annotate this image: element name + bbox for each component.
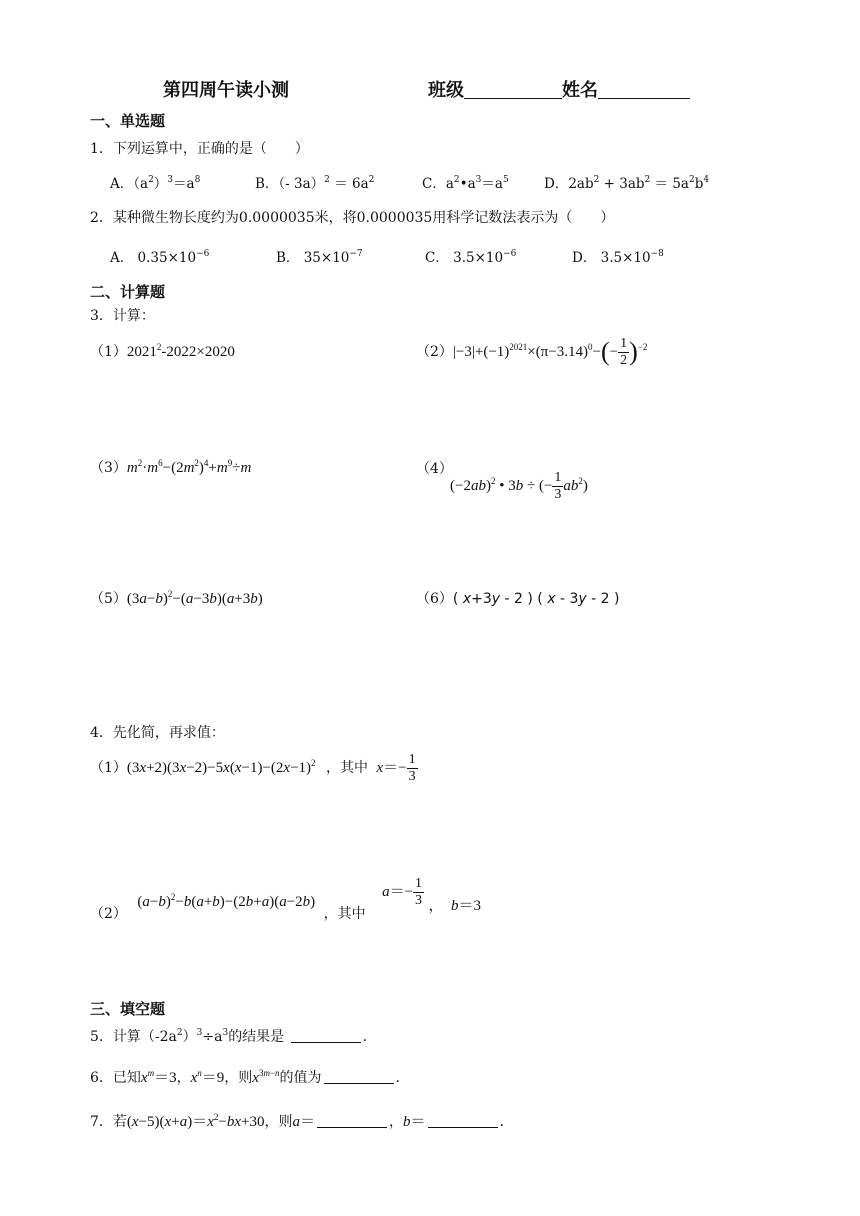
question-2-stem: 2．某种微生物长度约为0.0000035米，将0.0000035用科学记数法表示为（ ） <box>90 210 615 226</box>
q4-part-1: $(1)(3x+2)(3x-2)-5x(x-1)-(2x-1)^2$ ，其中 x＝− $\frac{1}{3}$ <box>90 752 416 784</box>
q1-option-a[interactable]: A．$(a^2)^3=a^8$ <box>110 175 201 192</box>
q3-p6-label: （6） <box>416 591 453 607</box>
class-blank[interactable] <box>464 82 562 99</box>
q2-option-c[interactable]: C． $3.5\times 10^{-6}$ <box>425 249 517 266</box>
q1-option-b[interactable]: B．（- $3a)^2 = 6a^2$ <box>255 175 375 192</box>
question-4-stem: 4．先化简，再求值： <box>90 725 225 741</box>
q4-p1-where: ，其中 <box>326 759 368 776</box>
section-heading-3: 三、填空题 <box>90 1000 166 1018</box>
q2-c-label: C． <box>425 250 449 266</box>
q6-prefix: 6．已知 <box>90 1070 141 1086</box>
section-heading-1: 一、单选题 <box>90 112 166 130</box>
q6-mid: ， <box>176 1070 191 1086</box>
q1-option-d[interactable]: D．$2ab^2 + 3ab^2 = 5a^2b^4$ <box>544 175 710 192</box>
question-7: 7．若$(x-5)(x+a)=x^2-bx+30$，则a＝ ，b＝ . <box>90 1112 504 1130</box>
q7-comma: ， <box>388 1114 403 1130</box>
q3-part-5: $(5)(3a-b)^2-(a-3b)(a+3b)$ <box>90 589 263 607</box>
q4-p2-where: ，其中 <box>323 905 366 922</box>
q1-b-label: B． <box>255 176 279 192</box>
q6-then: ，则 <box>224 1070 253 1086</box>
q7-a-blank[interactable] <box>317 1113 387 1128</box>
page-title: 第四周午读小测 <box>163 80 289 101</box>
name-blank[interactable] <box>598 82 690 99</box>
q4-p2-label: （2） <box>90 905 127 922</box>
q4-part-2: （2） $(a-b)^2-b(a+b)-(2b+a)(a-2b)$ ，其中 a＝− $\frac{1}{3}$ ， b＝3 <box>90 876 482 922</box>
q5-suffix: 的结果是 <box>228 1029 285 1045</box>
q6-answer-blank[interactable] <box>324 1069 394 1084</box>
q7-prefix: 7．若 <box>90 1114 127 1130</box>
section-heading-2: 二、计算题 <box>90 283 166 301</box>
q5-prefix: 5．计算（-2a <box>90 1029 177 1045</box>
q2-option-d[interactable]: D． $3.5\times 10^{-8}$ <box>572 249 664 266</box>
q2-option-b[interactable]: B． $35\times 10^{-7}$ <box>276 249 363 266</box>
q3-part-4-label: （4） <box>416 461 453 477</box>
q3-p3-label: （3） <box>90 460 127 476</box>
class-label: 班级 <box>428 80 464 101</box>
question-1-stem: 1．下列运算中，正确的是（ ） <box>90 141 309 157</box>
q3-p5-label: （5） <box>90 591 127 607</box>
q5-answer-blank[interactable] <box>291 1028 361 1043</box>
q3-part-1: $(1)2021^2-2022\times 2020$ <box>90 342 235 360</box>
question-5: 5．计算$(-2a^2)^3\div a^3$的结果是 . <box>90 1028 368 1045</box>
question-6: 6．已知$x^m=3$，$x^n=9$，则$x^{3m-n}$的值为 . <box>90 1068 400 1086</box>
class-field <box>428 76 690 102</box>
q2-a-label: A． <box>110 250 134 266</box>
question-3-stem: 3．计算： <box>90 308 155 324</box>
q1-d-label: D． <box>544 176 569 192</box>
q1-a-label: A． <box>110 176 134 192</box>
q3-part-3: $(3)m^2\cdot m^6-(2m^2)^4+m^9\div m$ <box>90 458 252 476</box>
q3-p2-label: （2） <box>416 343 453 360</box>
q2-d-label: D． <box>572 250 597 266</box>
q4-p1-label: （1） <box>90 759 127 776</box>
q2-b-label: B． <box>276 250 300 266</box>
q3-p1-label: （1） <box>90 344 127 360</box>
q3-part-2: $(2)|-3|+(-1)^{2021}\times(\pi-3.14)^0-(-$ $\frac{1}{2}$ )$^{-2}$ <box>416 336 648 368</box>
q7-b-blank[interactable] <box>428 1113 498 1128</box>
q1-option-c[interactable]: C．$a^2•a^3=a^5$ <box>422 175 509 192</box>
name-label: 姓名 <box>562 80 598 101</box>
q1-c-label: C． <box>422 176 446 192</box>
q7-then: ，则 <box>264 1114 293 1130</box>
q3-part-4-expr: $(-2ab)^2$ • 3b ÷ (− $\frac{1}{3}$ $ab^2$) <box>450 470 588 502</box>
q6-suffix: 的值为 <box>279 1070 322 1086</box>
q2-option-a[interactable]: A． $0.35\times 10^{-6}$ <box>110 249 210 266</box>
q3-part-6: （6）( x+3y - 2 ) ( x - 3y - 2 ) <box>416 591 620 607</box>
